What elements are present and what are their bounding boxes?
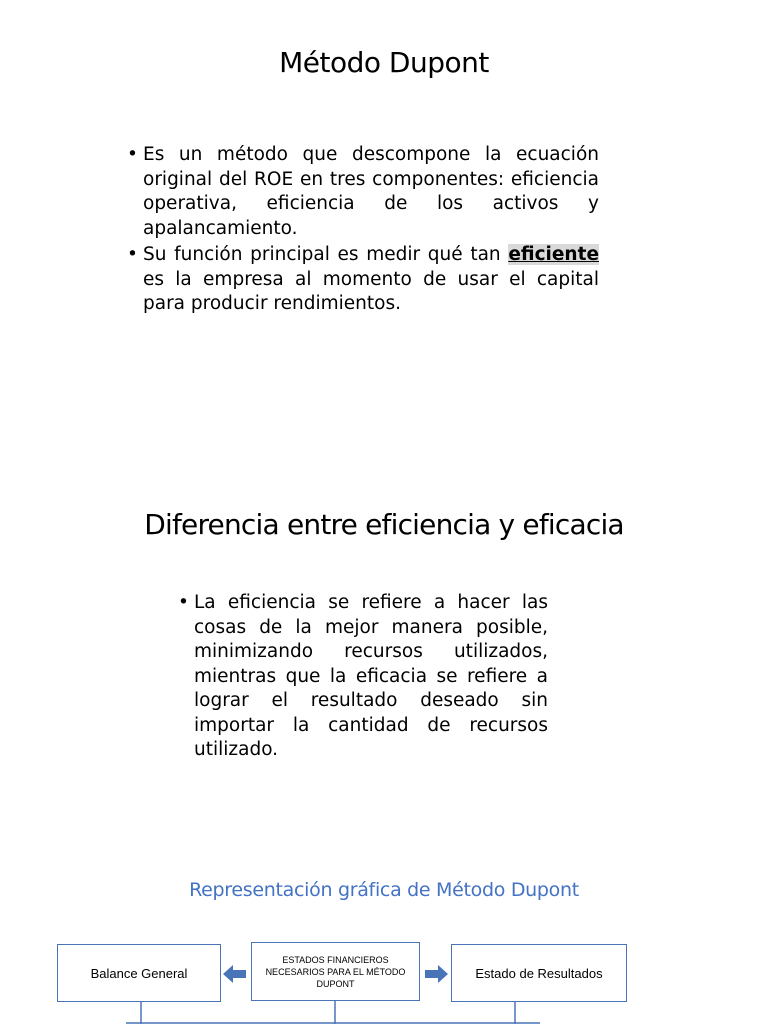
right-arrow-icon [425, 965, 448, 983]
estados-financieros-label: ESTADOS FINANCIEROS NECESARIOS PARA EL MÉTODO DUPONT [265, 954, 406, 989]
balance-general-box [57, 944, 221, 1002]
bullet-text-2-pre: Su función principal es medir qué tan [143, 244, 509, 265]
diagram-title: Representación gráfica de Método Dupont [189, 879, 579, 901]
balance-general-label: Balance General [90, 965, 188, 981]
left-arrow-icon [223, 965, 246, 983]
dupont-title: Método Dupont [279, 46, 489, 79]
bullet-text-1: Es un método que descompone la ecuación original del ROE en tres componentes: eficiencia operativa, eficiencia de los activos y apalancamiento. [143, 144, 599, 239]
bullet-text-2-post: es la empresa al momento de usar el capital para producir rendimientos. [143, 268, 599, 314]
difference-title: Diferencia entre eficiencia y eficacia [144, 508, 624, 541]
highlighted-word-eficiente: eficiente [508, 244, 599, 265]
estado-resultados-box [451, 944, 627, 1002]
estados-financieros-box [251, 942, 420, 1001]
difference-bullet-text: La eficiencia se refiere a hacer las cosas de la mejor manera posible, minimizando recursos utilizados, mientras que la eficacia se refiere a lograr el resultado deseado sin importar la cantidad de recursos utilizado. [194, 592, 548, 760]
estado-resultados-label: Estado de Resultados [475, 965, 603, 981]
